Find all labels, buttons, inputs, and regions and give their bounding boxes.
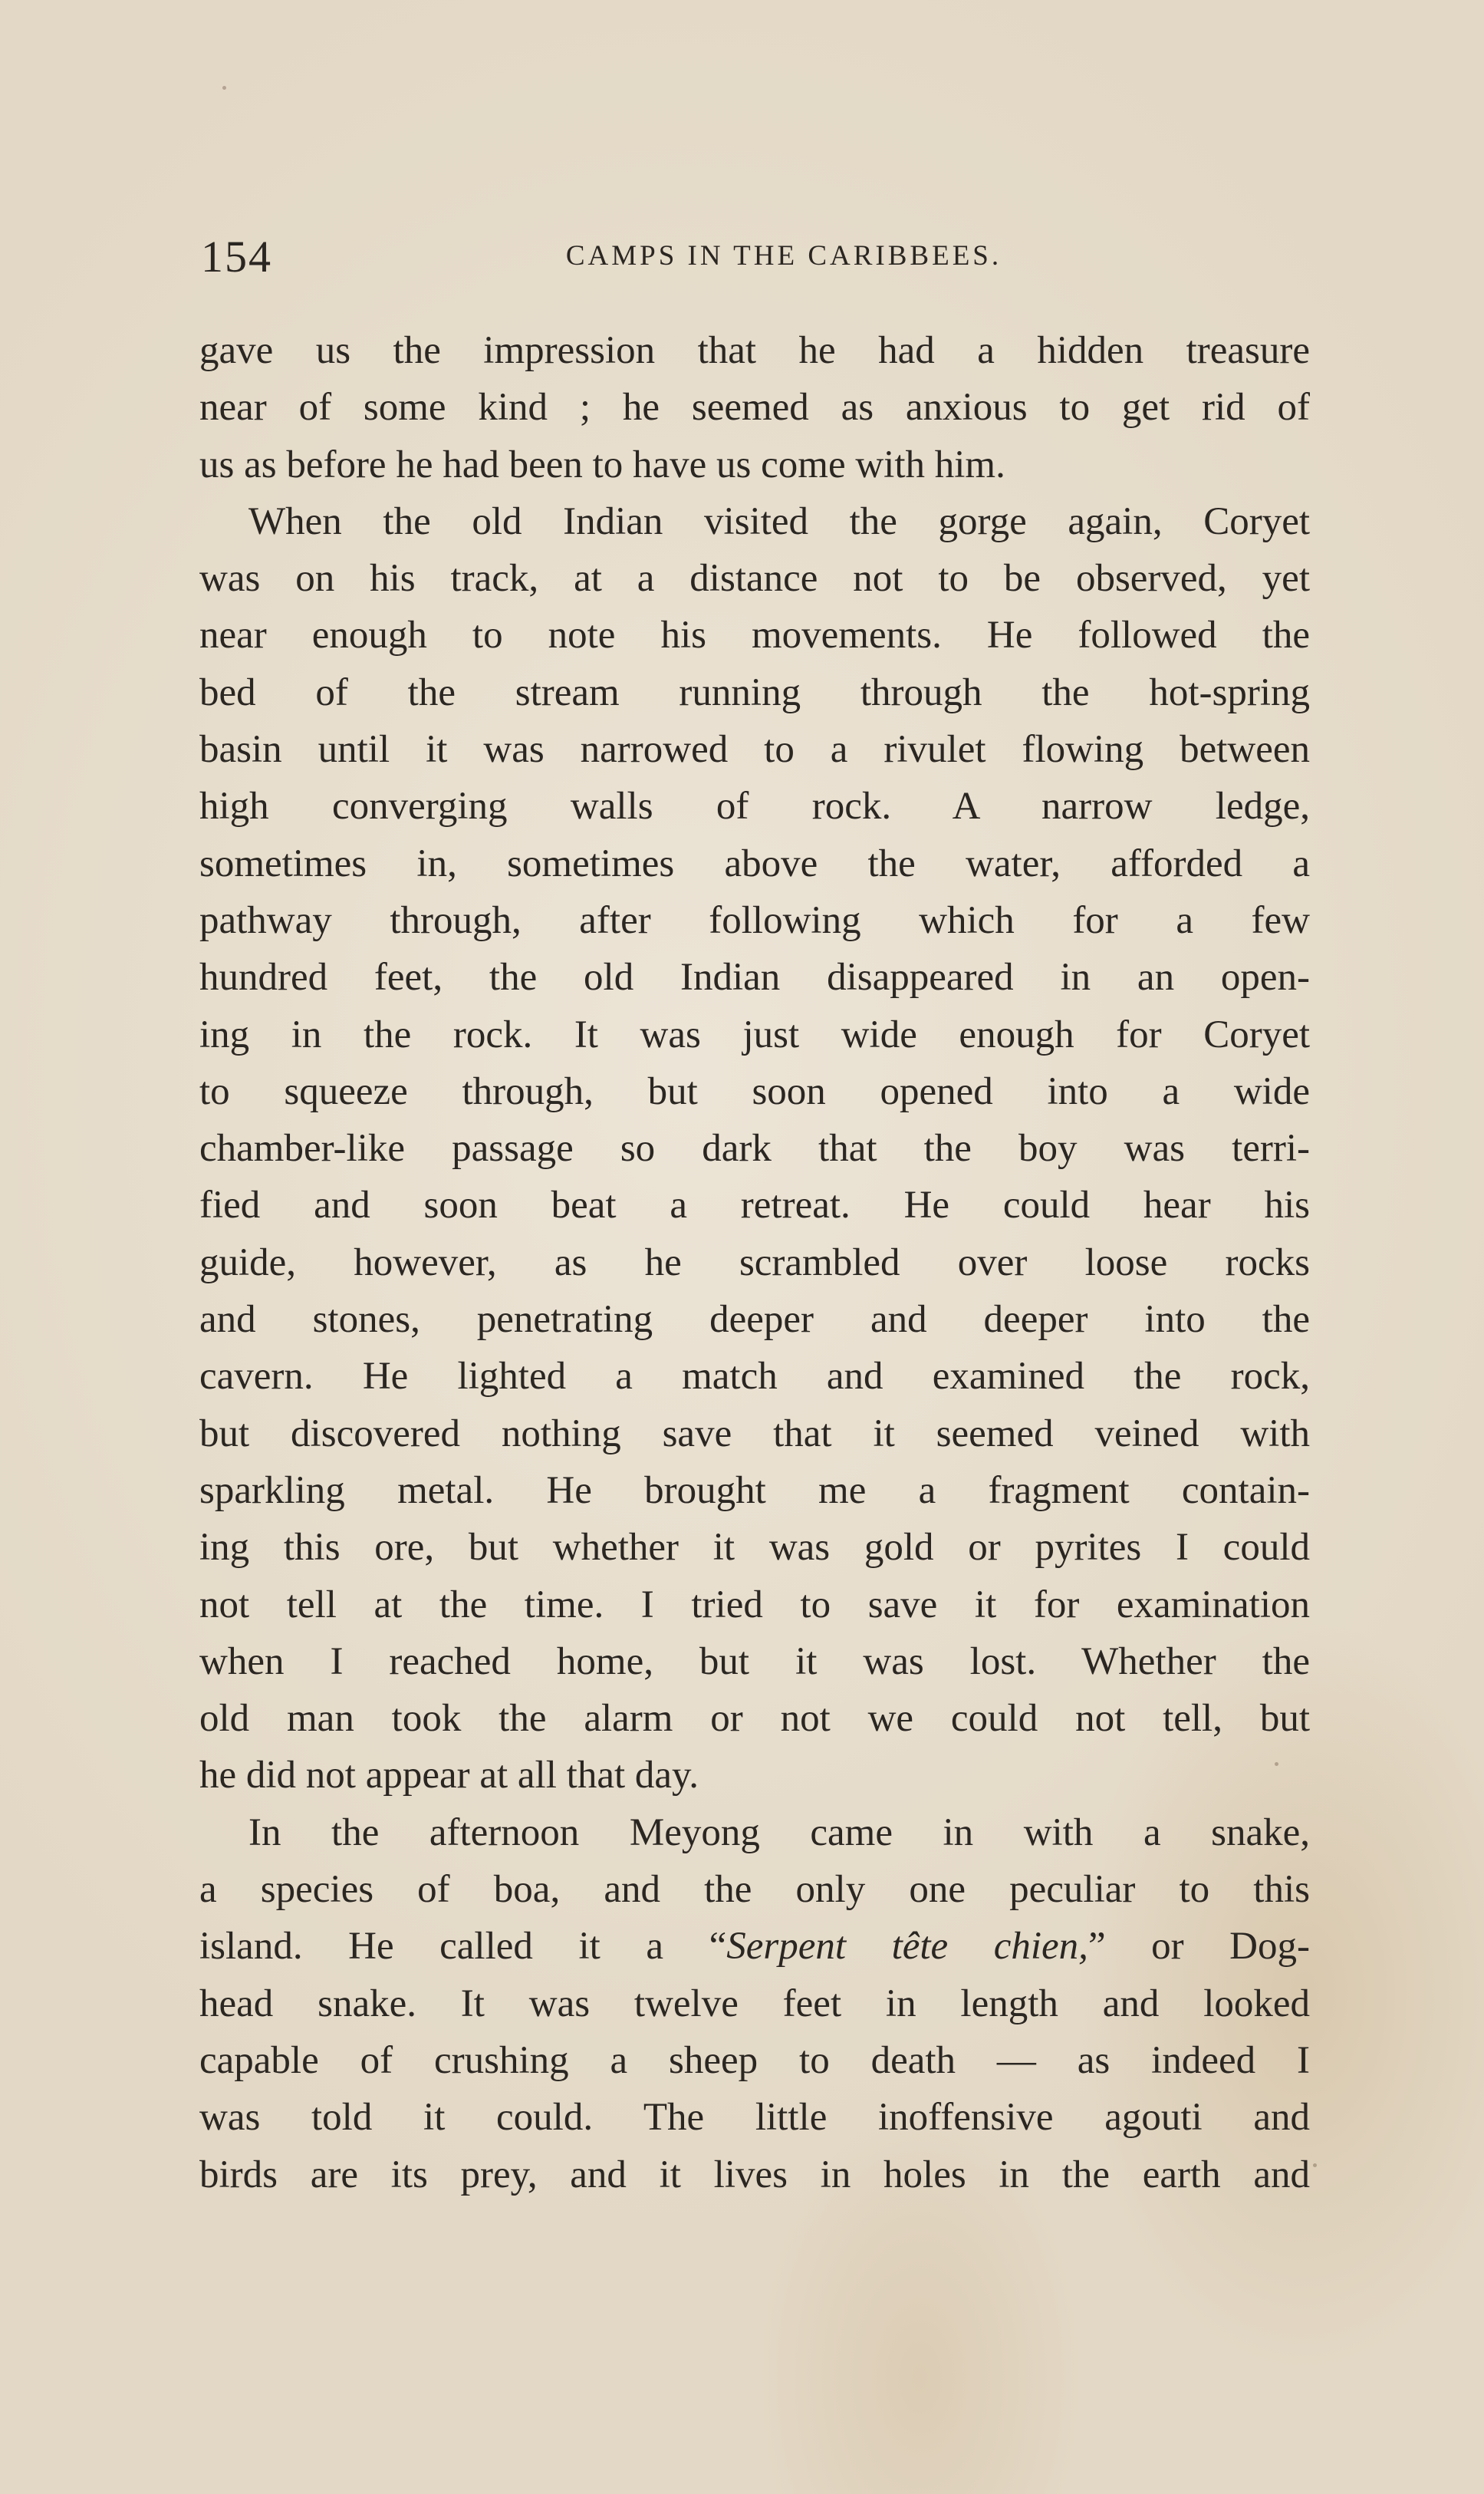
text-line: birds are its prey, and it lives in holes in the earth and (199, 2153, 1310, 2196)
text-line: gave us the impression that he had a hidden treasure (199, 329, 1310, 372)
text-line: he did not appear at all that day. (199, 1754, 699, 1797)
text-line: capable of crushing a sheep to death — as indeed I (199, 2038, 1310, 2082)
page-number: 154 (201, 232, 272, 282)
text-line: sparkling metal. He brought me a fragment contain- (199, 1468, 1310, 1512)
text-line: when I reached home, but it was lost. Whether the (199, 1639, 1310, 1683)
text-line: sometimes in, sometimes above the water, afforded a (199, 842, 1310, 885)
text-line: basin until it was narrowed to a rivulet flowing between (199, 728, 1310, 772)
text-line: head snake. It was twelve feet in length and looked (199, 1982, 1310, 2025)
paper-speck (1313, 2163, 1317, 2167)
text-line: was on his track, at a distance not to be observed, yet (199, 557, 1310, 601)
text-line: ing in the rock. It was just wide enough for Coryet (199, 1013, 1310, 1056)
text-line: a species of boa, and the only one peculiar to this (199, 1868, 1310, 1912)
text-line: chamber-like passage so dark that the boy was terri- (199, 1127, 1310, 1171)
page-header (201, 230, 1313, 284)
text-line: high converging walls of rock. A narrow ledge, (199, 785, 1310, 829)
text-line: ing this ore, but whether it was gold or pyrites I could (199, 1526, 1310, 1570)
text-line: In the afternoon Meyong came in with a snake, (248, 1810, 1310, 1854)
text-line: and stones, penetrating deeper and deeper into the (199, 1298, 1310, 1342)
running-head: CAMPS IN THE CARIBBEES. (565, 240, 1002, 272)
text-line: near enough to note his movements. He followed the (199, 614, 1310, 657)
paper-speck (222, 86, 226, 90)
text-line: old man took the alarm or not we could not tell, but (199, 1697, 1310, 1741)
text-line: When the old Indian visited the gorge again, Coryet (248, 499, 1310, 543)
text-line: to squeeze through, but soon opened into a wide (199, 1069, 1310, 1113)
body-text (199, 322, 1310, 2203)
text-line: near of some kind ; he seemed as anxious to get rid of (199, 386, 1310, 430)
text-segment: ” or Dog- (1087, 1925, 1310, 1969)
text-line: guide, however, as he scrambled over loose rocks (199, 1240, 1310, 1284)
text-line: but discovered nothing save that it seemed veined with (199, 1412, 1310, 1455)
text-line: us as before he had been to have us come with him. (199, 443, 1005, 486)
text-line: was told it could. The little inoffensive agouti and (199, 2096, 1310, 2140)
text-segment: island. He called it a “ (199, 1925, 727, 1969)
paper-speck (1275, 1762, 1278, 1766)
text-line: bed of the stream running through the hot-spring (199, 670, 1310, 714)
text-line: pathway through, after following which for a few (199, 898, 1310, 942)
text-line: fied and soon beat a retreat. He could hear his (199, 1184, 1310, 1227)
italic-phrase: Serpent tête chien, (726, 1925, 1088, 1969)
text-line (199, 1918, 1310, 1975)
text-line: not tell at the time. I tried to save it for examination (199, 1583, 1310, 1626)
text-line: hundred feet, the old Indian disappeared in an open- (199, 956, 1310, 1000)
text-line: cavern. He lighted a match and examined the rock, (199, 1355, 1310, 1399)
